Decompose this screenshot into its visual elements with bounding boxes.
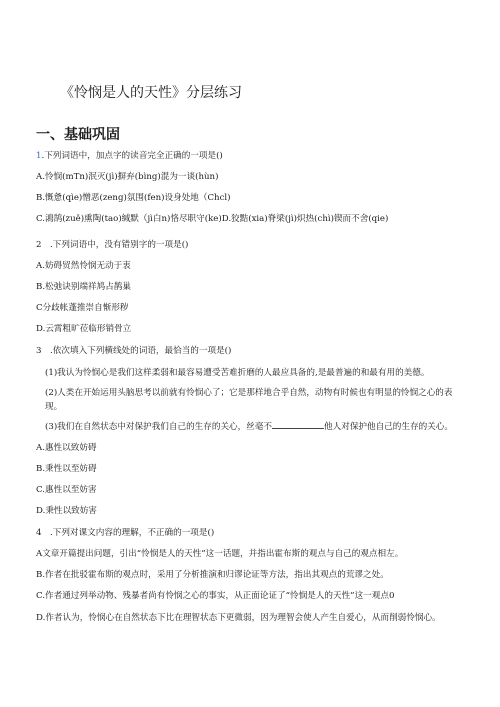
question-2-stem: 2 .下列词语中，没有错别字的一项是() [36,240,189,250]
question-2-option-b: B.松弛诀别端祥鸠占鹊巢 [36,282,131,292]
question-1-option-c-d: C.鴻鹄(zuě)熏陶(tao)缄默（jì白n)恪尽职守(ke)D.狡黠(xia)脊梁(jì)炽热(chì)锲而不舍(qie) [36,214,389,224]
fill-blank [272,420,324,429]
question-4-option-a: A文章开篇提出问题，引出“怜悯是人的天性”这一话题，并指出霍布斯的观点与自己的观点相左。 [36,549,404,559]
question-text: .下列词语中，加点字的读音完全正确的一项是() [41,151,223,161]
question-number: 1 [36,151,42,161]
exercise-content [36,150,468,625]
question-4-option-b: B.作者在批驳霍布斯的观点时，采用了分析推演和归谬论证等方法，指出其观点的荒谬之处。 [36,570,389,580]
question-4-option-d: D.作者认为，怜悯心在自然状态下比在理智状态下更微弱，因为理智会使人产生自爱心，从而削弱怜悯心。 [36,613,441,623]
question-3-option-a: A.惠性以致妨碍 [36,443,97,453]
section-heading: 一、基础巩固 [36,127,120,143]
question-3-option-c: C.惠性以至妨害 [36,485,97,495]
question-4-option-c: C.作者通过列举动物、残暴者尚有怜悯之心的事实，从正面论证了“怜悯是人的天性”这一观点0 [36,591,395,601]
question-3-sentence-2: (2)人类在开始运用头脑思考以前就有怜悯心了；它是那样地合乎自然，动物有时候也有明显的怜悯之心的表现。 [45,388,453,412]
sentence-3-after-blank: 他人对保护他自己的生存的关心。 [324,422,453,432]
question-4-stem: 4 .下列对课文内容的理解，不正确的一项是() [36,528,215,538]
question-3-sentence-1: (1)我认为怜悯心是我们这样柔弱和最容易遭受苦难折磨的人最应具备的,是最普遍的和最有用的美德。 [45,368,430,378]
question-1-option-b: B.慨惫(qìe)憎恶(zeng)氛围(fen)设身处地（Chcl) [36,193,231,203]
question-3-option-d: D.秉性以致妨害 [36,506,97,516]
question-1-stem [36,150,468,162]
question-2-option-a: A.妨碍贸然怜悯无动于衷 [36,261,131,271]
question-2-option-d: D.云霄粗旷莅临形销骨立 [36,324,132,334]
question-3-sentence-3 [36,420,468,434]
question-2-option-c: C分歧帐蓬推崇自惭形秽 [36,303,129,313]
question-3-option-b: B.秉性以至妨碍 [36,464,97,474]
document-title: 《怜悯是人的天性》分层练习 [60,85,242,101]
question-3-stem: 3 .依次填入下列横线处的词语，最恰当的一项是() [36,346,232,356]
question-1-option-a: A.怜悯(mTn)泯灭(jì)摒弃(bìng)混为一谈(hùn) [36,172,219,182]
sentence-3-before-blank: (3)我们在自然状态中对保护我们自己的生存的关心，丝毫不 [45,422,273,432]
